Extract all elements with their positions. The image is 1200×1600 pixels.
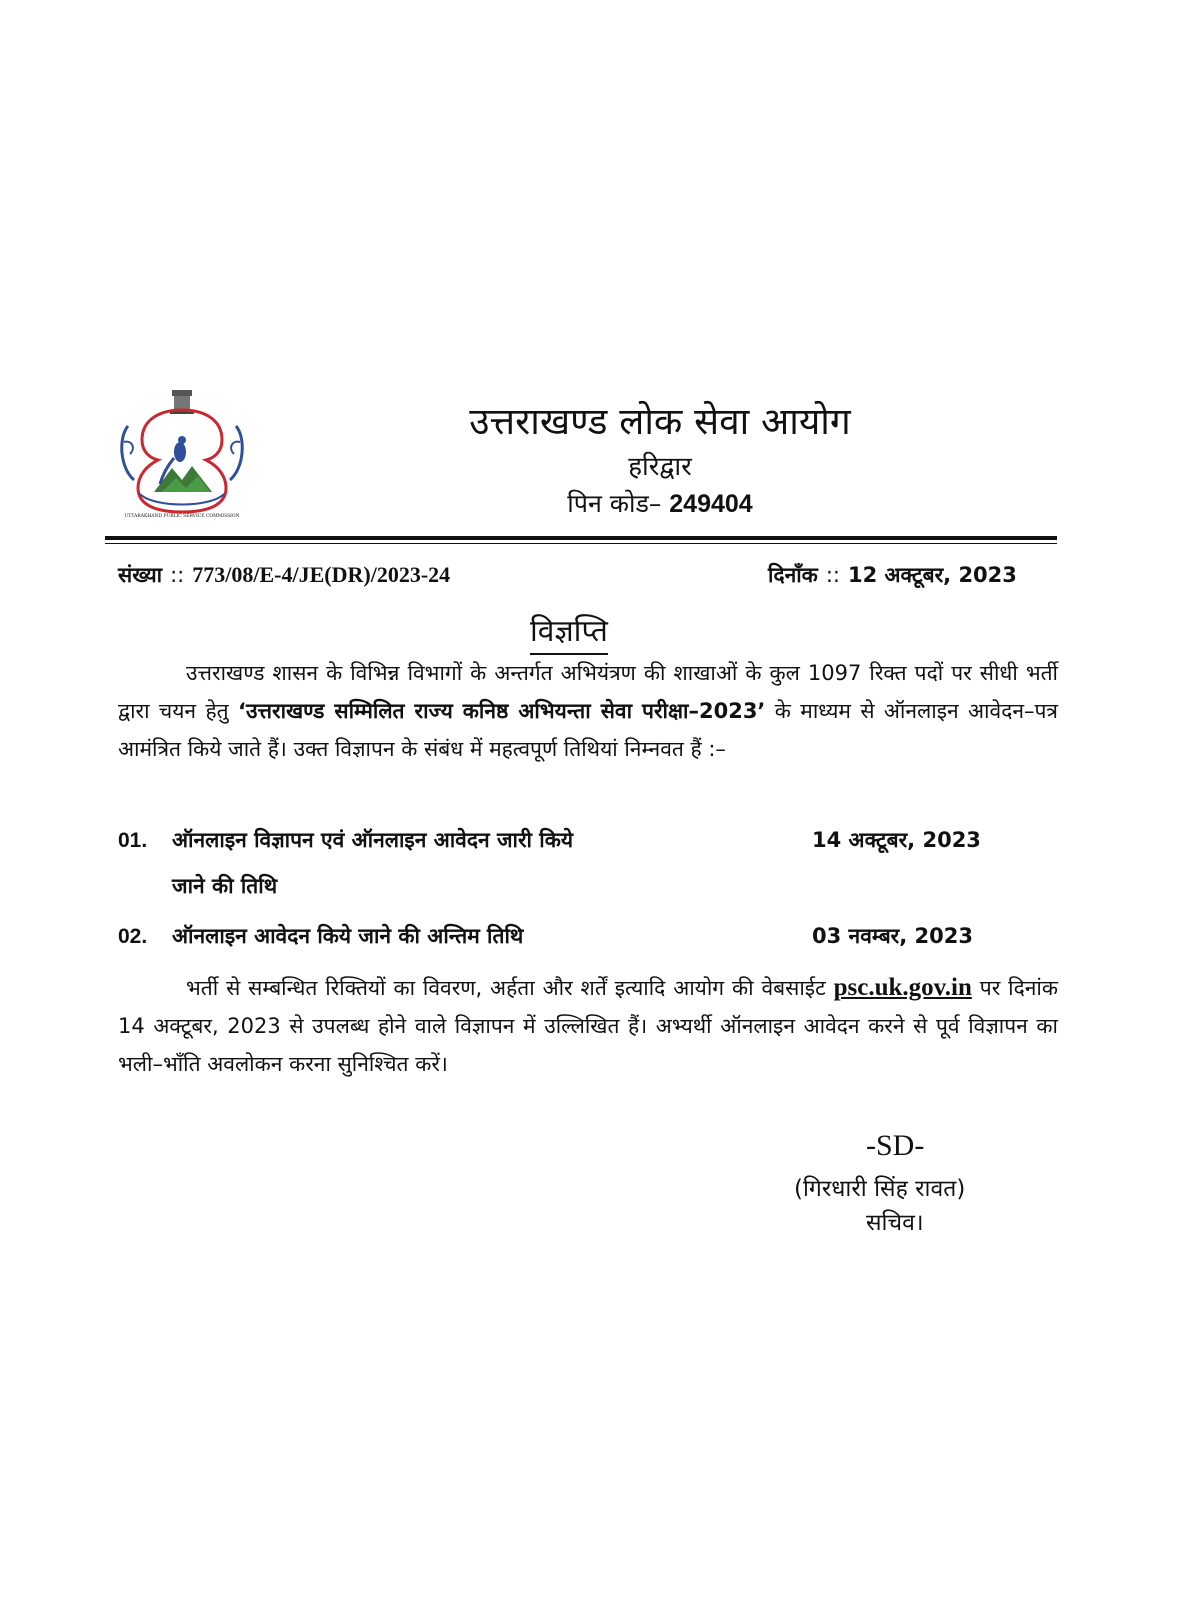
date-item-2-date: 03 नवम्बर, 2023: [812, 924, 974, 948]
reference-separator: ::: [170, 563, 185, 587]
para1-text-end: के माध्यम से ऑनलाइन आवेदन–पत्र आमंत्रित किये जाते हैं। उक्त विज्ञापन के संबंध में महत्वपूर्ण तिथियां निम्नवत हैं :–: [118, 699, 1059, 761]
para2-text-start: भर्ती से सम्बन्धित रिक्तियों का विवरण, अर्हता और शर्तें इत्यादि आयोग की वेबसाईट: [186, 976, 834, 1000]
reference-number: [118, 560, 450, 590]
issue-date: [768, 560, 1017, 590]
header-rule-thin: [105, 543, 1057, 544]
date-item-2: [118, 918, 523, 955]
pin-code-line: [400, 487, 920, 521]
logo-caption: UTTARAKHAND PUBLIC SERVICE COMMISSION: [124, 514, 240, 519]
pin-code-value: 249404: [669, 490, 753, 518]
date-item-1-label-cont: जाने की तिथि: [172, 874, 278, 898]
date-item-2-number: 02.: [118, 925, 148, 948]
date-separator: ::: [825, 563, 840, 587]
para1-text-start: उत्तराखण्ड शासन के विभिन्न विभागों के अन्तर्गत अभियंत्रण की शाखाओं के कुल 1097 रिक्त पदों पर सीधी भर्ती द्वारा चयन हेतु: [118, 661, 1058, 723]
date-item-1: [118, 822, 573, 859]
exam-name: ‘उत्तराखण्ड सम्मिलित राज्य कनिष्ठ अभियन्ता सेवा परीक्षा–2023’: [237, 699, 766, 723]
notice-paragraph-1: [118, 654, 1058, 768]
date-label: दिनाँक: [768, 563, 818, 587]
website-link[interactable]: psc.uk.gov.in: [833, 974, 972, 1001]
header-rule: [105, 536, 1057, 540]
signatory-name: (गिरधारी सिंह रावत): [794, 1176, 966, 1202]
para2-text-end: पर दिनांक 14 अक्टूबर, 2023 से उपलब्ध होने वाले विज्ञापन में उल्लिखित हैं। अभ्यर्थी ऑनलाइन आवेदन करने से पूर्व विज्ञापन का भली–भाँति अवलोकन करना सुनिश्चित करें।: [118, 976, 1058, 1076]
date-item-2-label: ऑनलाइन आवेदन किये जाने की अन्तिम तिथि: [172, 924, 524, 948]
date-value: 12 अक्टूबर, 2023: [847, 563, 1017, 587]
date-item-1-label: ऑनलाइन विज्ञापन एवं ऑनलाइन आवेदन जारी किये: [172, 828, 574, 852]
signature-mark: -SD-: [866, 1129, 925, 1162]
commission-name: उत्तराखण्ड लोक सेवा आयोग: [469, 400, 851, 443]
reference-value: 773/08/E-4/JE(DR)/2023-24: [192, 562, 451, 587]
reference-label: संख्या: [118, 563, 163, 587]
notice-title: विज्ञप्ति: [530, 612, 608, 655]
date-item-1-date: 14 अक्टूबर, 2023: [812, 828, 981, 852]
signatory-designation: सचिव।: [866, 1210, 924, 1236]
pin-code-label: पिन कोड–: [567, 489, 662, 518]
date-item-1-number: 01.: [118, 829, 148, 852]
commission-city: हरिद्वार: [628, 452, 692, 482]
notice-paragraph-2: [118, 969, 1058, 1083]
commission-seal-logo: [114, 388, 250, 520]
